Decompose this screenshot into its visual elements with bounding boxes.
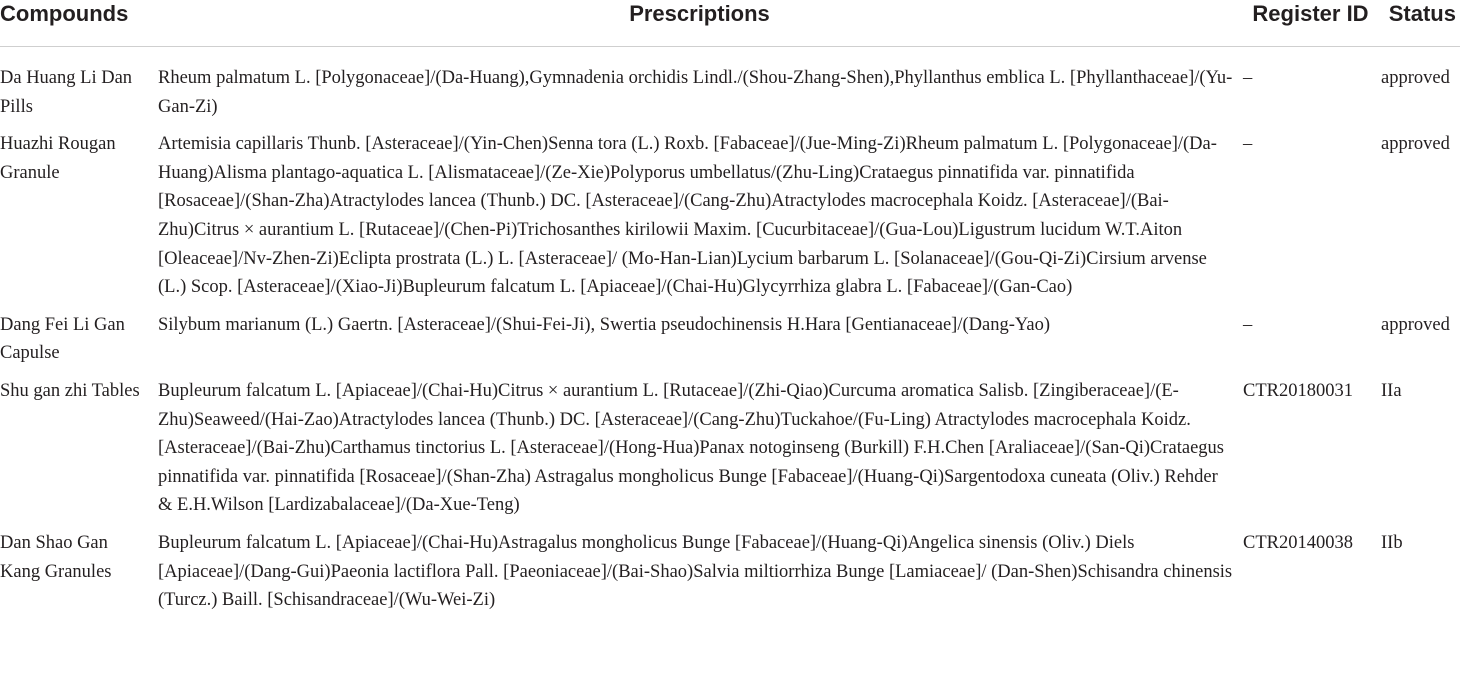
header-status: Status [1380, 0, 1460, 47]
register-id-cell: – [1243, 68, 1253, 88]
status-cell: approved [1381, 68, 1450, 88]
prescription-cell: Rheum palmatum L. [Polygonaceae]/(Da-Huang),Gymnadenia orchidis Lindl./(Shou-Zhang-Shen),Phyllanthus emblica L. [Phyllanthaceae]/(Yu-Gan-Zi) [158, 68, 1233, 117]
header-register-id: Register ID [1241, 0, 1380, 47]
header-row [0, 0, 1460, 47]
compound-cell: Da Huang Li Dan Pills [0, 68, 133, 117]
register-id-cell: – [1243, 134, 1253, 155]
table-row [0, 377, 1460, 529]
table-body [0, 47, 1460, 624]
table-row [0, 130, 1460, 311]
compound-cell: Shu gan zhi Tables [0, 380, 140, 401]
compound-cell: Huazhi Rougan Granule [0, 134, 116, 183]
prescription-cell: Bupleurum falcatum L. [Apiaceae]/(Chai-Hu)Citrus × aurantium L. [Rutaceae]/(Zhi-Qiao)Curcuma aromatica Salisb. [Zingiberaceae]/(E-Zhu)Seaweed/(Hai-Zao)Atractylodes lancea (Thunb.) DC. [Asteraceae]/(Cang-Zhu)Tuckahoe/(Fu-Ling) Atractylodes macrocephala Koidz. [Asteraceae]/(Bai-Zhu)Carthamus tinctorius L. [Asteraceae]/(Hong-Hua)Panax notoginseng (Burkill) F.H.Chen [Araliaceae]/(San-Qi)Crataegus pinnatifida var. pinnatifida [Rosaceae]/(Shan-Zha) Astragalus mongholicus Bunge [Fabaceae]/(Huang-Qi)Sargentodoxa cuneata (Oliv.) Rehder & E.H.Wilson [Lardizabalaceae]/(Da-Xue-Teng) [158, 380, 1224, 516]
table-row [0, 47, 1460, 131]
register-id-cell: CTR20140038 [1243, 532, 1353, 553]
table-row [0, 529, 1460, 624]
compound-cell: Dan Shao Gan Kang Granules [0, 532, 112, 582]
status-cell: approved [1381, 134, 1450, 155]
status-cell: IIa [1381, 380, 1402, 401]
status-cell: approved [1381, 314, 1450, 335]
register-id-cell: CTR20180031 [1243, 380, 1353, 401]
table-row [0, 311, 1460, 377]
status-cell: IIb [1381, 532, 1403, 553]
register-id-cell: – [1243, 314, 1253, 335]
compound-cell: Dang Fei Li Gan Capulse [0, 314, 125, 364]
header-compounds: Compounds [0, 0, 158, 47]
table-header [0, 0, 1460, 47]
prescription-cell: Bupleurum falcatum L. [Apiaceae]/(Chai-Hu)Astragalus mongholicus Bunge [Fabaceae]/(Huang-Qi)Angelica sinensis (Oliv.) Diels [Apiaceae]/(Dang-Gui)Paeonia lactiflora Pall. [Paeoniaceae]/(Bai-Shao)Salvia miltiorrhiza Bunge [Lamiaceae]/ (Dan-Shen)Schisandra chinensis (Turcz.) Baill. [Schisandraceae]/(Wu-Wei-Zi) [158, 532, 1233, 611]
prescription-cell: Artemisia capillaris Thunb. [Asteraceae]/(Yin-Chen)Senna tora (L.) Roxb. [Fabaceae]/(Jue-Ming-Zi)Rheum palmatum L. [Polygonaceae]/(Da-Huang)Alisma plantago-aquatica L. [Alismataceae]/(Ze-Xie)Polyporus umbellatus/(Zhu-Ling)Crataegus pinnatifida var. pinnatifida [Rosaceae]/(Shan-Zha)Atractylodes lancea (Thunb.) DC. [Asteraceae]/(Cang-Zhu)Atractylodes macrocephala Koidz. [Asteraceae]/(Bai-Zhu)Citrus × aurantium L. [Rutaceae]/(Chen-Pi)Trichosanthes kirilowii Maxim. [Cucurbitaceae]/(Gua-Lou)Ligustrum lucidum W.T.Aiton [Oleaceae]/Nv-Zhen-Zi)Eclipta prostrata (L.) L. [Asteraceae]/ (Mo-Han-Lian)Lycium barbarum L. [Solanaceae]/(Gou-Qi-Zi)Cirsium arvense (L.) Scop. [Asteraceae]/(Xiao-Ji)Bupleurum falcatum L. [Apiaceae]/(Chai-Hu)Glycyrrhiza glabra L. [Fabaceae]/(Gan-Cao) [158, 134, 1217, 298]
header-prescriptions: Prescriptions [158, 0, 1241, 47]
prescription-cell: Silybum marianum (L.) Gaertn. [Asteraceae]/(Shui-Fei-Ji), Swertia pseudochinensis H.Hara [Gentianaceae]/(Dang-Yao) [158, 314, 1050, 335]
